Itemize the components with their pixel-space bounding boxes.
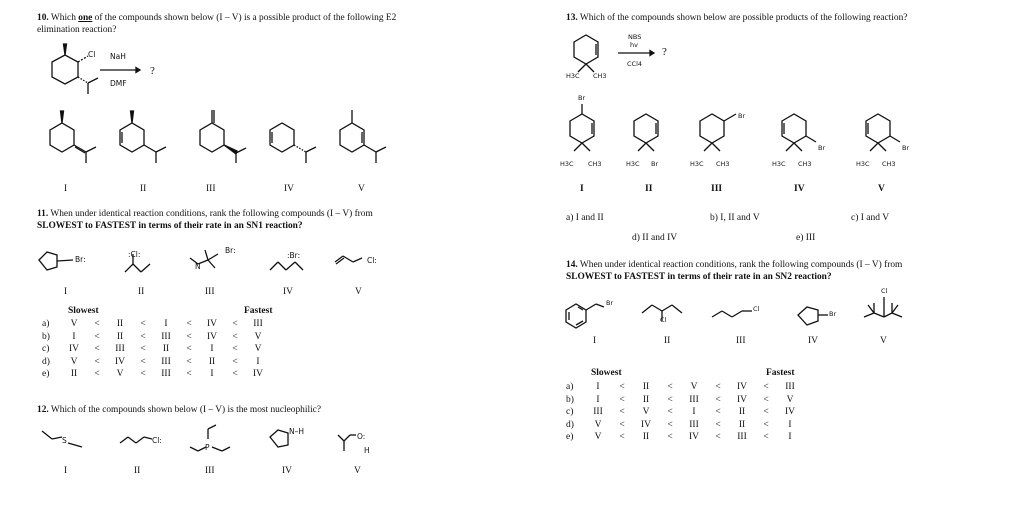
q14-atom-1: Br [606,299,614,307]
q14-atom-2: Cl [660,316,667,324]
q13-reactant-structure [568,28,618,78]
q13-methyl-right: CH3 [593,72,607,80]
q10-question [37,12,497,36]
q10-label-3: III [206,184,216,194]
q11-option-e[interactable]: e) II < V < III < I < IV [42,369,264,380]
q10-text-pre: Which [50,13,79,23]
q13-p3-br: Br [738,112,746,120]
q10-number: 10. [37,13,49,23]
q13-p5-br: Br [902,144,910,152]
q13-label-3: III [711,184,723,194]
q13-answer-b[interactable]: b) I, II and V [710,213,760,223]
q10-product-structures [40,105,410,170]
q12-atom-p: P [205,443,210,452]
q13-reagent-hv: hv [630,41,638,49]
q14-text-line1: When under identical reaction conditions, rank the following compounds (I – V) from [579,260,903,270]
q12-label-3: III [205,466,215,476]
q14-number: 14. [566,260,578,270]
q12-atom-o: O: [357,432,366,441]
q11-atom-3: Br: [225,246,236,255]
q10-text-line2: elimination reaction? [37,25,117,35]
q12-label-5: V [354,466,361,476]
q13-text: Which of the compounds shown below are possible products of the following reaction? [579,13,908,23]
q12-number: 12. [37,405,49,415]
q14-option-d[interactable]: d) V < IV < III < II < I [566,419,792,430]
q11-label-5: V [355,287,362,297]
q13-reaction-arrow [618,49,654,57]
q14-label-4: IV [808,336,819,346]
q11-option-b[interactable]: b) I < II < III < IV < V [42,331,262,342]
q10-reagent-top: NaH [110,52,126,61]
q11-option-a[interactable]: a) V < II < I < IV < III [42,319,263,330]
q10-label-4: IV [284,184,295,194]
q13-answer-e[interactable]: e) III [796,233,816,243]
q11-label-4: IV [283,287,294,297]
q11-atom-n: N [195,262,201,271]
q11-text-line1: When under identical reaction conditions, rank the following compounds (I – V) from [50,209,373,219]
q10-question-mark: ? [150,65,155,77]
q12-atom-s: S [62,436,67,445]
q14-label-3: III [736,336,746,346]
q11-fastest: Fastest [244,306,273,316]
q13-p4-br: Br [818,144,826,152]
q14-slowest: Slowest [591,368,622,378]
q11-atom-5: Cl: [367,256,377,265]
q14-label-5: V [880,336,887,346]
q12-atom-h: H [364,446,370,455]
q11-atom-4: :Br: [287,251,301,260]
q10-reagent-bottom: DMF [110,79,127,88]
q12-label-1: I [64,466,68,476]
q10-label-1: I [64,184,68,194]
q13-p3-ch3: CH3 [716,160,730,168]
q13-number: 13. [566,13,578,23]
q13-p5-h3c: H3C [856,160,870,168]
q11-label-3: III [205,287,215,297]
q11-options [42,318,270,381]
q13-p4-h3c: H3C [772,160,786,168]
q14-option-e[interactable]: e) V < II < IV < III < I [566,432,792,443]
q14-question [566,259,1006,283]
q13-p3-h3c: H3C [690,160,704,168]
q13-p1-ch3: CH3 [588,160,602,168]
q13-label-4: IV [794,184,805,194]
q10-text-one: one [78,13,93,23]
q13-label-1: I [580,184,584,194]
q10-label-5: V [358,184,365,194]
q13-reagent-ccl4: CCl4 [627,60,643,68]
q11-option-c[interactable]: c) IV < III < II < I < V [42,344,262,355]
q10-reaction-arrow [100,66,140,74]
q13-p1-br: Br [578,94,586,102]
q11-question [37,208,477,232]
q13-p1-h3c: H3C [560,160,574,168]
q13-question [566,12,1006,24]
q12-label-2: II [134,466,141,476]
q13-answer-c[interactable]: c) I and V [851,213,890,223]
q13-question-mark: ? [662,46,667,58]
q14-option-a[interactable]: a) I < II < V < IV < III [566,382,795,393]
q13-p5-ch3: CH3 [882,160,896,168]
q14-atom-3: Cl [753,305,760,313]
q11-slowest: Slowest [68,306,99,316]
q10-label-2: II [140,184,147,194]
q13-label-2: II [645,184,653,194]
q13-p4-ch3: CH3 [798,160,812,168]
q13-methyl-left: H3C [566,72,580,80]
q14-option-c[interactable]: c) III < V < I < II < IV [566,407,796,418]
q13-product-structures [560,100,920,165]
q14-text-line2: SLOWEST to FASTEST in terms of their rate in an SN2 reaction? [566,272,832,282]
q14-label-1: I [593,336,597,346]
q14-atom-4: Br [829,310,837,318]
q14-atom-5: Cl [881,287,888,295]
q11-structures [35,240,385,280]
q11-label-2: II [138,287,145,297]
q14-option-b[interactable]: b) I < II < III < IV < V [566,394,794,405]
q12-label-4: IV [282,466,293,476]
q12-atom-cl: Cl: [152,436,162,445]
q13-label-5: V [878,184,885,194]
q14-label-2: II [664,336,671,346]
q14-fastest: Fastest [766,368,795,378]
q13-p2-br: Br [651,160,659,168]
q13-reagent-nbs: NBS [628,33,642,41]
q13-answer-a[interactable]: a) I and II [566,213,604,223]
q12-text: Which of the compounds shown below (I – V) is the most nucleophilic? [50,405,321,415]
q11-label-1: I [64,287,68,297]
q11-text-line2: SLOWEST to FASTEST in terms of their rate in an SN1 reaction? [37,221,303,231]
q10-cl-label: Cl [88,50,96,59]
q12-question [37,404,477,416]
q11-atom-2: :Cl: [128,250,141,259]
q11-number: 11. [37,209,49,219]
q12-atom-nh: N–H [289,427,304,436]
q11-atom-1: Br: [75,255,86,264]
q10-text-post: of the compounds shown below (I – V) is a possible product of the following E2 [92,13,397,23]
q14-options [566,381,802,444]
q11-option-d[interactable]: d) V < IV < III < II < I [42,356,260,367]
q13-answer-d[interactable]: d) II and IV [632,233,678,243]
q13-p2-h3c: H3C [626,160,640,168]
